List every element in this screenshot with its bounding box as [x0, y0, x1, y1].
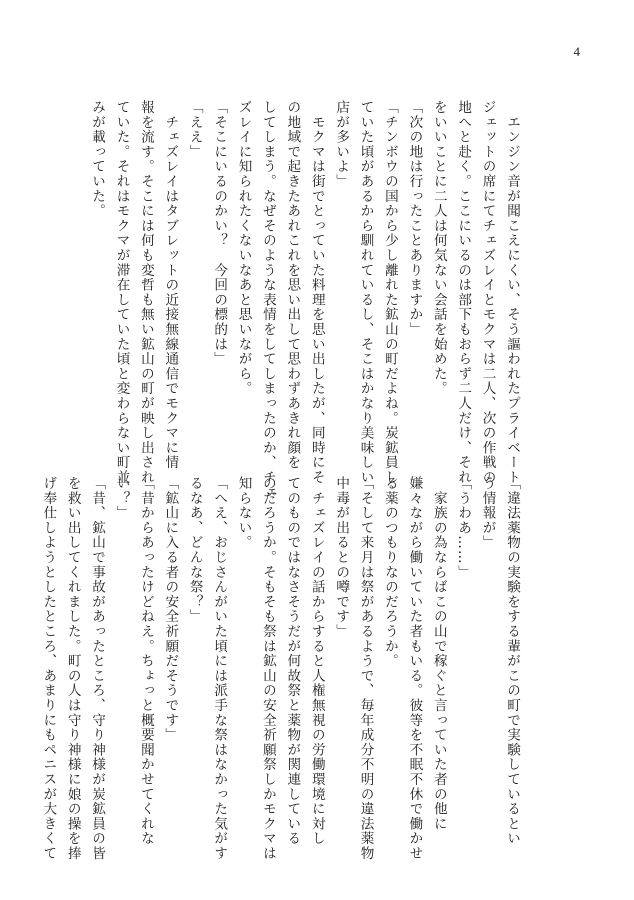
- text-line: エンジン音が聞こえにくい、そう謳われたプライベート: [504, 100, 520, 485]
- text-line: を救い出してくれました。町の人は守り神様に娘の操を捧: [64, 476, 81, 861]
- text-line: ていた頃があるから馴れているし、そこはかなり美味しい: [357, 100, 374, 485]
- text-line: 「ええ」: [186, 100, 203, 160]
- text-line: 「違法薬物の実験をする輩がこの町で実験しているとい: [504, 476, 520, 846]
- text-line: のだろうか。そもそも祭は鉱山の安全祈願祭しかモクマは: [259, 476, 276, 861]
- text-line: ていた。それはモクマが滞在していた頃と変わらない町並: [113, 100, 130, 485]
- text-line: 「次の地は行ったことありますか」: [406, 100, 423, 337]
- page-number: 4: [573, 44, 580, 59]
- text-line: 家族の為ならばこの山で稼ぐと言っていた者の他に: [430, 476, 447, 832]
- text-line: 報を流す。そこには何も変哲も無い鉱山の町が映し出され: [137, 100, 154, 485]
- text-line: る薬のつもりなのだろうか。: [381, 476, 398, 669]
- text-line: 「うわあ……」: [455, 476, 472, 580]
- text-line: チェズレイはタブレットの近接無線通信でモクマに情: [162, 100, 179, 470]
- text-line: 嫌々ながら働いていた者もいる。彼等を不眠不休で働かせ: [406, 476, 423, 861]
- text-line: の地域で起きたあれこれを思い出して思わずあきれ顔を: [284, 100, 301, 470]
- text-line: 「鉱山に入る者の安全祈願だそうです」: [162, 476, 179, 743]
- text-line: 「そこにいるのかい？ 今回の標的は」: [211, 100, 228, 367]
- text-line: う情報が」: [479, 476, 496, 550]
- text-line: ズレイに知られたくないなあと思いながら。: [235, 100, 252, 396]
- text-line: てのものではなさそうだが何故祭と薬物が関連している: [284, 476, 301, 846]
- text-line: 「昔からあったけどねえ。ちょっと概要聞かせてくれな: [137, 476, 154, 846]
- text-line: 知らない。: [235, 476, 252, 550]
- text-line: みが載っていた。: [89, 100, 106, 219]
- text-line: してしまう。なぜそのような表情をしてしまったのか、チェ: [259, 100, 276, 500]
- text-line: モクマは街でとっていた料理を思い出したが、同時にそ: [308, 100, 325, 485]
- text-line: 「昔、鉱山で事故があったところ、守り神様が炭鉱員の皆: [89, 476, 106, 861]
- text-line: げ奉仕しようとしたところ、あまりにもペニスが大きくて: [40, 476, 57, 861]
- text-block-bottom: [36, 476, 524, 861]
- text-block-top: [85, 100, 524, 500]
- text-line: 地へと赴く。ここにいるのは部下もおらず二人だけ、それ: [455, 100, 472, 485]
- text-line: をいいことに二人は何気ない会話を始めた。: [430, 100, 447, 396]
- text-line: い？」: [113, 476, 130, 521]
- text-line: 「へえ、おじさんがいた頃には派手な祭はなかった気がす: [211, 476, 228, 861]
- text-line: 「チンボウの国から少し離れた鉱山の町だよね。炭鉱員し: [381, 100, 398, 485]
- text-line: 「そして来月は祭があるようで、毎年成分不明の違法薬物: [357, 476, 374, 861]
- text-line: 中毒が出るとの噂です」: [333, 476, 350, 639]
- text-line: 店が多いよ」: [333, 100, 350, 189]
- text-line: るなあ、どんな祭？」: [186, 476, 203, 624]
- text-line: チェズレイの話からすると人権無視の労働環境に対し: [308, 476, 325, 846]
- text-line: ジェットの席にてチェズレイとモクマは二人、次の作戦の: [479, 100, 496, 485]
